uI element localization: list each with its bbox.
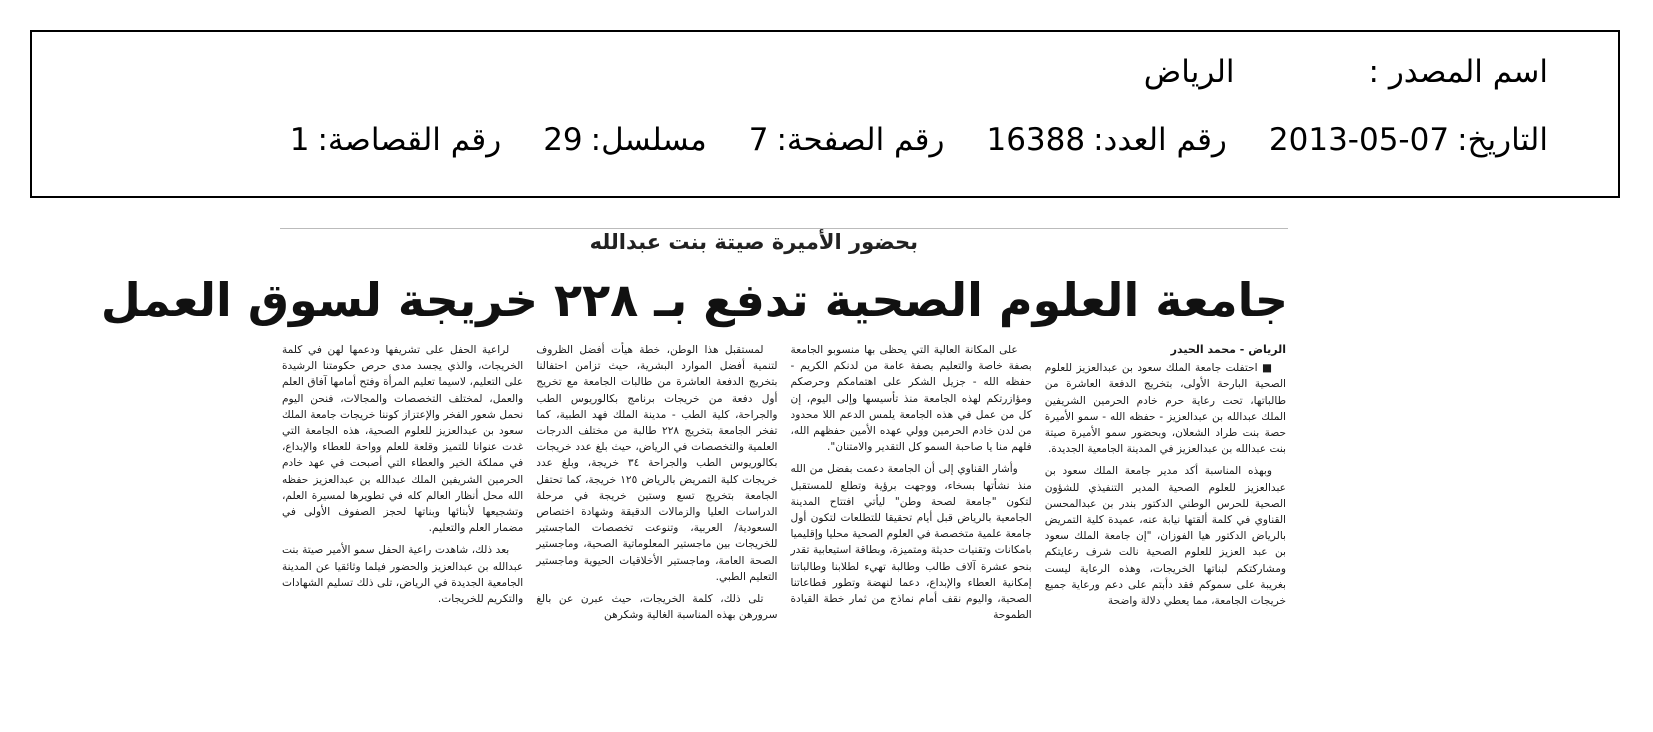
article-paragraph: على المكانة العالية التي يحظى بها منسوبو الجامعة بصفة خاصة والتعليم بصفة عامة من لدنكم الكريم - حفظه الله - جزيل الشكر على اهتمامكم وحرصكم ومؤازرتكم لهذه الجامعة منذ تأسيسها وإلى اليوم، إن كل من عمل في هذه الجامعة يلمس الدعم اللا محدود من لدن خادم الحرمين وولي عهده الأمين حفظهم الله، فلهم منا يا صاحبة السمو كل التقدير والامتنان".	[790, 344, 1032, 454]
article-columns	[280, 342, 1288, 732]
meta-row	[248, 122, 1548, 158]
source-label: اسم المصدر :	[1368, 54, 1548, 90]
date-field	[1269, 122, 1548, 158]
article-headline: جامعة العلوم الصحية تدفع بـ ٢٢٨ خريجة لسوق العمل	[100, 273, 1288, 327]
article-byline: الرياض - محمد الحيدر	[1170, 343, 1286, 356]
article-paragraph: ■ احتفلت جامعة الملك سعود بن عبدالعزيز للعلوم الصحية البارحة الأولى، بتخريج الدفعة العاشرة من طالباتها، تحت رعاية حرم خادم الحرمين الشريفين الملك عبدالله بن عبدالعزيز - حفظه الله - سمو الأميرة حصة بنت طراد الشعلان، وبحضور سمو الأميرة صيتة بنت عبدالله بن عبدالعزيز في المدينة الجامعية الجديدة.	[1044, 362, 1286, 456]
clip-number-field	[290, 122, 501, 158]
article-column-4	[282, 342, 523, 732]
article-kicker: بحضور الأميرة صيتة بنت عبدالله	[589, 230, 918, 254]
article-column-3	[536, 342, 777, 732]
issue-field	[986, 122, 1226, 158]
article-paragraph: تلى ذلك، كلمة الخريجات، حيث عبرن عن بالغ سرورهن بهذه المناسبة الغالية وشكرهن	[536, 593, 778, 622]
article-column-2	[791, 342, 1032, 732]
page-value: 7	[748, 122, 769, 158]
article-paragraph: لمستقبل هذا الوطن، خطة هيأت أفضل الظروف لتنمية أفضل الموارد البشرية، حيث تزامن احتفالنا بتخريج الدفعة العاشرة من طالبات الجامعة مع تخريج أول دفعة من خريجات برنامج بكالوريوس الطب والجراحة، كلية الطب - مدينة الملك فهد الطبية، كما تفخر الجامعة بتخريج ٢٢٨ طالبة من مختلف الدرجات العلمية والتخصصات في الرياض، حيث بلغ عدد خريجات بكالوريوس الطب والجراحة ٣٤ خريجة، وبلغ عدد خريجات كلية التمريض بالرياض ١٢٥ خريجة، كما تحتفل الجامعة بتخريج تسع وستين خريجة في مرحلة الدراسات العليا والزمالات الدقيقة وشهادة اختصاص السعودية/ العربية، وتنوعت تخصصات الماجستير للخريجات بين ماجستير المعلوماتية الصحية، وماجستير الصحة العامة، وماجستير الأخلاقيات الحيوية وماجستير التعليم الطبي.	[536, 344, 778, 583]
serial-field	[543, 122, 707, 158]
page-field	[749, 122, 945, 158]
newspaper-clipping	[100, 228, 1288, 731]
source-row	[1144, 54, 1548, 90]
serial-label: مسلسل:	[590, 122, 707, 158]
clip-number-label: رقم القصاصة:	[317, 122, 502, 158]
clipping-info-box	[30, 30, 1620, 198]
clip-number-value: 1	[289, 122, 310, 158]
article-column-1	[1045, 342, 1286, 732]
top-rule	[280, 228, 1288, 229]
date-label: التاريخ:	[1457, 122, 1548, 158]
source-value: الرياض	[1143, 54, 1235, 90]
article-paragraph: وبهذه المناسبة أكد مدير جامعة الملك سعود بن عبدالعزيز للعلوم الصحية المدير التنفيذي للشؤون الصحية للحرس الوطني الدكتور بندر بن عبدالمحسن القناوي في كلمة ألقتها نيابة عنه، عميدة كلية التمريض بالرياض الدكتور هيا الفوزان، "إن جامعة الملك سعود بن عبد العزيز للعلوم الصحية نالت شرف رعايتكم ومشاركتكم لبناتها الخريجات، وهذه الرعاية ليست بغريبة على سموكم فقد دأبتم على دعم ورعاية جميع خريجات الجامعة، مما يعطي دلالة واضحة	[1044, 465, 1286, 608]
date-value: 2013-05-07	[1268, 122, 1450, 158]
article-paragraph: لراعية الحفل على تشريفها ودعمها لهن في كلمة الخريجات، والذي يجسد مدى حرص حكومتنا الرشيدة على التعليم، لاسيما تعليم المرأة وفتح أمامها آفاق العلم والعمل، لمختلف التخصصات والمجالات، فنحن اليوم نحمل شعور الفخر والإعتزاز كوننا خريجات جامعة الملك سعود بن عبدالعزيز للعلوم الصحية، هذه الجامعة التي غدت عنوانا للتميز وقلعة للعلم وواحة للعطاء والإبداع، في مملكة الخير والعطاء التي أصبحت في عهد خادم الحرمين الشريفين الملك عبدالله بن عبدالعزيز حفظه الله محل أنظار العالم كله في تطويرها لمسيرة العلم، وتشجيعها لأبنائها وبناتها لحجز الصفوف الأولى في مضمار العلم والتعليم.	[282, 344, 524, 535]
issue-label: رقم العدد:	[1093, 122, 1227, 158]
page-label: رقم الصفحة:	[776, 122, 945, 158]
serial-value: 29	[543, 122, 583, 158]
article-paragraph: وأشار القناوي إلى أن الجامعة دعمت بفضل من الله منذ نشأتها بسخاء، ووجهت برؤية وتطلع للمستقبل لتكون "جامعة لصحة وطن" ليأتي افتتاح المدينة الجامعية بالرياض قبل أيام تحقيقا للتطلعات لتكون أول جامعة علمية متخصصة في العلوم الصحية محليا وإقليميا بامكانات وتقنيات حديثة ومتميزة، وبطاقة استيعابية تقدر بنحو عشرة آلاف طالب وطالبة تهيء لطلابنا وطالباتنا إمكانية العطاء والإبداع، دعما لنهضة وتطور قطاعاتنا الصحية، واليوم نقف أمام نماذج من ثمار خطة القيادة الطموحة	[790, 463, 1032, 622]
issue-value: 16388	[986, 122, 1086, 158]
article-paragraph: بعد ذلك، شاهدت راعية الحفل سمو الأمير صيتة بنت عبدالله بن عبدالعزيز والحضور فيلما وثائقيا عن المدينة الجامعية الجديدة في الرياض، تلى ذلك تسليم الشهادات والتكريم للخريجات.	[282, 544, 524, 606]
